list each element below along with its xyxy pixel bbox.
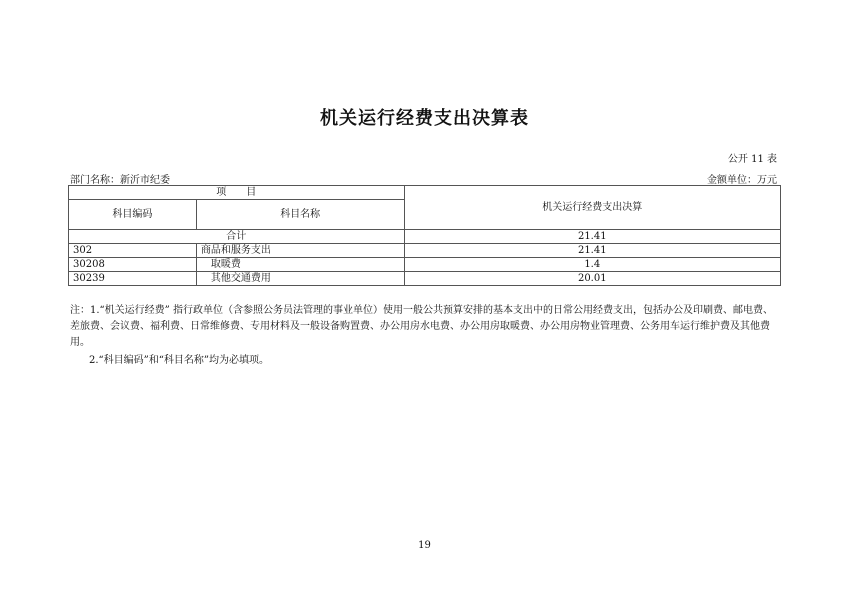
unit-label: 金额单位：万元 <box>707 175 777 186</box>
total-value: 21.41 <box>404 230 780 244</box>
table-row <box>69 244 781 258</box>
header-project: 项 目 <box>69 186 405 200</box>
row-value: 20.01 <box>404 272 780 286</box>
expenditure-table <box>68 185 781 286</box>
header-name: 科目名称 <box>196 200 404 230</box>
note-2: 2.“科目编码”和“科目名称”均为必填项。 <box>89 355 269 366</box>
header-row-1 <box>69 186 781 200</box>
table-row <box>69 258 781 272</box>
table-row <box>69 272 781 286</box>
department-label: 部门名称：新沂市纪委 <box>70 175 170 186</box>
table-number: 公开 11 表 <box>727 154 777 165</box>
row-code: 30208 <box>69 258 197 272</box>
note-1: 注：1.“机关运行经费” 指行政单位（含参照公务员法管理的事业单位）使用一般公共预算安排的基本支出中的日常公用经费支出，包括办公及印刷费、邮电费、差旅费、会议费、福利费、日常维修费、专用材料及一般设备购置费、办公用房水电费、办公用房取暖费、办公用房物业管理费、公务用车运行维护费及其他费用。 <box>70 305 773 348</box>
total-row <box>69 230 781 244</box>
header-code: 科目编码 <box>69 200 197 230</box>
row-value: 1.4 <box>404 258 780 272</box>
row-name: 取暖费 <box>196 258 404 272</box>
row-name: 其他交通费用 <box>196 272 404 286</box>
page-number: 19 <box>418 540 431 551</box>
header-amount: 机关运行经费支出决算 <box>404 186 780 230</box>
total-label: 合计 <box>69 230 405 244</box>
row-code: 302 <box>69 244 197 258</box>
page-title: 机关运行经费支出决算表 <box>320 108 529 129</box>
row-code: 30239 <box>69 272 197 286</box>
row-value: 21.41 <box>404 244 780 258</box>
row-name: 商品和服务支出 <box>196 244 404 258</box>
